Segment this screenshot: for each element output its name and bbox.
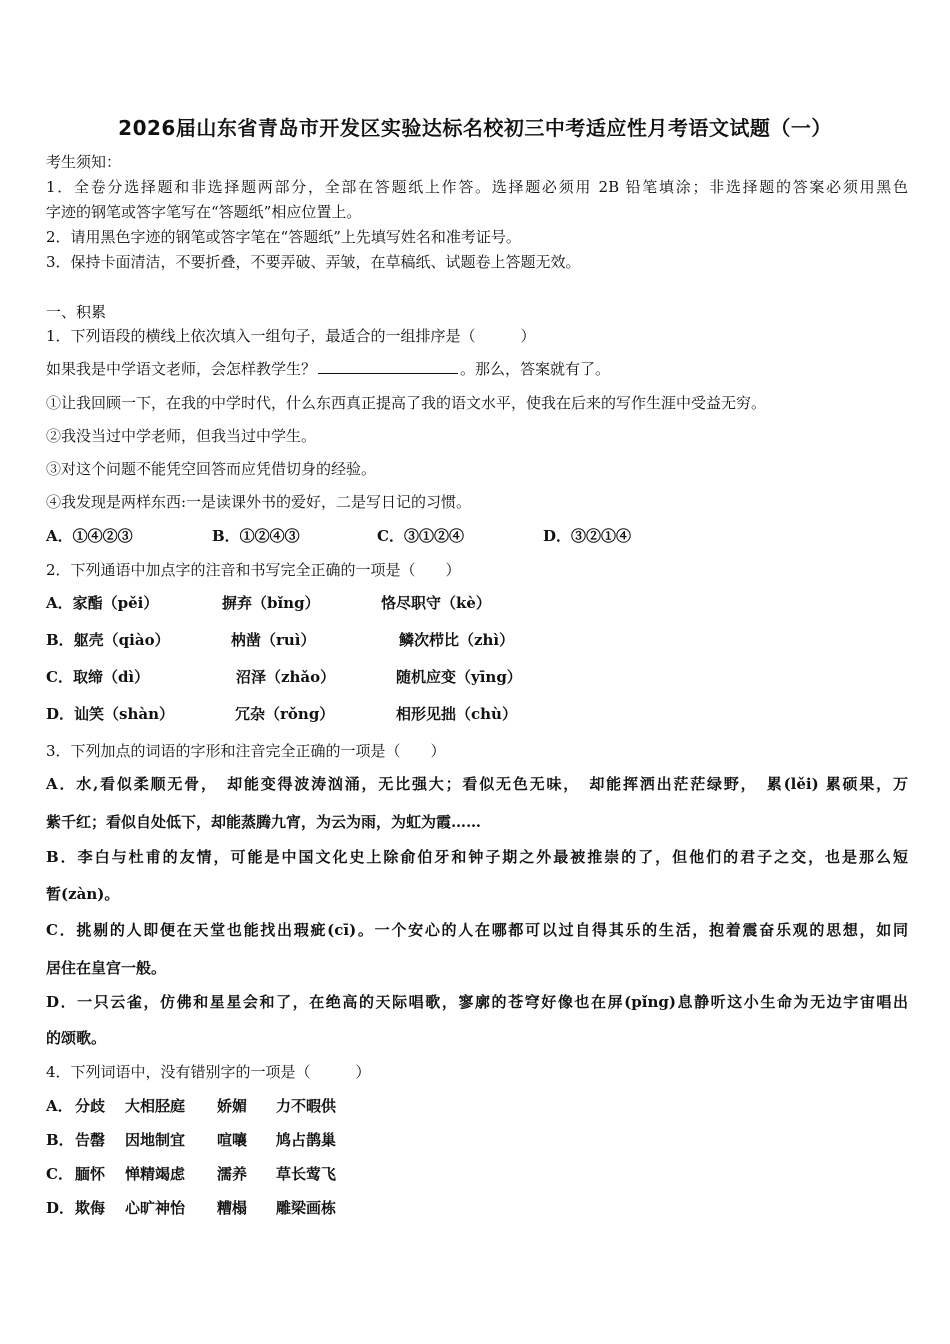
q1-option-b: B．①②④③	[212, 527, 300, 545]
q2-b-1: B．躯壳（qiào）	[46, 631, 170, 649]
q1-sentence-2: ②我没当过中学老师，但我当过中学生。	[46, 427, 317, 445]
q4-stem: 4．下列词语中，没有错别字的一项是（ ）	[46, 1063, 371, 1081]
q4-option-c-word-1: 腼怀	[75, 1165, 106, 1183]
answer-blank	[318, 359, 458, 374]
q1-lead-before: 如果我是中学语文老师，会怎样教学生？	[46, 360, 317, 378]
q1-lead-after: 。那么，答案就有了。	[460, 360, 611, 378]
notice-item-1-cont: 字迹的钢笔或答字笔写在“答题纸”相应位置上。	[46, 203, 362, 221]
page-title: 2026届山东省青岛市开发区实验达标名校初三中考适应性月考语文试题（一）	[118, 116, 832, 140]
q3-option-b-line-1: B．李白与杜甫的友情，可能是中国文化史上除俞伯牙和钟子期之外最被推崇的了，但他们的君子之交，也是那么短	[46, 848, 908, 866]
q1-lead	[46, 359, 908, 379]
q2-d-2: 冗杂（rǒng）	[235, 705, 335, 723]
q4-option-c-label: C．	[46, 1165, 73, 1183]
q2-b-3: 鳞次栉比（zhì）	[399, 631, 515, 649]
q4-option-c-word-4: 草长莺飞	[276, 1165, 337, 1183]
q2-b-2: 枘凿（ruì）	[231, 631, 316, 649]
q4-option-a-word-4: 力不暇供	[276, 1097, 337, 1115]
notice-item-2: 2．请用黑色字迹的钢笔或答字笔在“答题纸”上先填写姓名和准考证号。	[46, 228, 521, 246]
q2-c-2: 沼泽（zhǎo）	[236, 668, 336, 686]
notice-item-1: 1．全卷分选择题和非选择题两部分，全部在答题纸上作答。选择题必须用 2B 铅笔填涂；非选择题的答案必须用黑色	[46, 178, 908, 196]
notice-heading: 考生须知：	[46, 153, 122, 171]
q1-option-a: A．①④②③	[46, 527, 133, 545]
q4-option-b-label: B．	[46, 1131, 74, 1149]
q1-sentence-1: ①让我回顾一下，在我的中学时代，什么东西真正提高了我的语文水平，使我在后来的写作生涯中受益无穷。	[46, 394, 767, 412]
q3-option-a-line-2: 紫千红；看似自处低下，却能蒸腾九宵，为云为雨，为虹为霞……	[46, 813, 482, 831]
q4-option-d-word-1: 欺侮	[75, 1199, 106, 1217]
q4-option-d-word-2: 心旷神怡	[125, 1199, 186, 1217]
q3-option-c-line-1: C．挑剔的人即便在天堂也能找出瑕疵(cī)。一个安心的人在哪都可以过自得其乐的生活，抱着震奋乐观的思想，如同	[46, 921, 908, 939]
q4-option-b-word-3: 喧嚷	[217, 1131, 248, 1149]
q2-a-1: A．家酯（pěi）	[46, 594, 159, 612]
notice-item-3: 3．保持卡面清洁，不要折叠，不要弄破、弄皱，在草稿纸、试题卷上答题无效。	[46, 253, 581, 271]
q4-option-c-word-2: 惮精竭虑	[125, 1165, 186, 1183]
q1-option-c: C．③①②④	[377, 527, 464, 545]
q3-option-d-line-2: 的颂歌。	[46, 1029, 107, 1047]
q4-option-d-label: D．	[46, 1199, 75, 1217]
q2-c-1: C．取缔（dì）	[46, 668, 150, 686]
q4-option-a-word-2: 大相胫庭	[125, 1097, 186, 1115]
q2-a-3: 恪尽职守（kè）	[381, 594, 491, 612]
q2-a-2: 摒弃（bǐng）	[222, 594, 320, 612]
q4-option-a-label: A．	[46, 1097, 73, 1115]
section-heading: 一、积累	[46, 303, 107, 321]
q1-stem: 1．下列语段的横线上依次填入一组句子，最适合的一组排序是（ ）	[46, 327, 536, 345]
q3-option-a-line-1: A．水,看似柔顺无骨， 却能变得波涛汹涌，无比强大；看似无色无味， 却能挥洒出茫茫绿野， 累(lěi) 累硕果，万	[46, 775, 908, 793]
q3-option-c-line-2: 居住在皇宫一般。	[46, 959, 167, 977]
q4-option-b-word-2: 因地制宜	[125, 1131, 186, 1149]
q4-option-c-word-3: 濡养	[217, 1165, 248, 1183]
q3-option-b-line-2: 暂(zàn)。	[46, 885, 120, 903]
q4-option-b-word-1: 告罄	[75, 1131, 106, 1149]
q4-option-d-word-4: 雕梁画栋	[276, 1199, 337, 1217]
q4-option-a-word-1: 分歧	[75, 1097, 106, 1115]
q1-option-d: D．③②①④	[543, 527, 632, 545]
q2-d-1: D．讪笑（shàn）	[46, 705, 174, 723]
q4-option-a-word-3: 娇媚	[217, 1097, 248, 1115]
q2-c-3: 随机应变（yīng）	[396, 668, 522, 686]
q4-option-b-word-4: 鸠占鹊巢	[276, 1131, 337, 1149]
q2-d-3: 相形见拙（chù）	[396, 705, 517, 723]
q1-sentence-3: ③对这个问题不能凭空回答而应凭借切身的经验。	[46, 460, 377, 478]
q4-option-d-word-3: 糟榻	[217, 1199, 248, 1217]
q3-option-d-line-1: D．一只云雀，仿佛和星星会和了，在绝高的天际唱歌，寥廓的苍穹好像也在屏(pǐng)息静听这小生命为无边宇宙唱出	[46, 993, 908, 1011]
q1-sentence-4: ④我发现是两样东西:一是读课外书的爱好，二是写日记的习惯。	[46, 493, 472, 511]
q2-stem: 2．下列通语中加点字的注音和书写完全正确的一项是（ ）	[46, 561, 461, 579]
q3-stem: 3．下列加点的词语的字形和注音完全正确的一项是（ ）	[46, 742, 446, 760]
